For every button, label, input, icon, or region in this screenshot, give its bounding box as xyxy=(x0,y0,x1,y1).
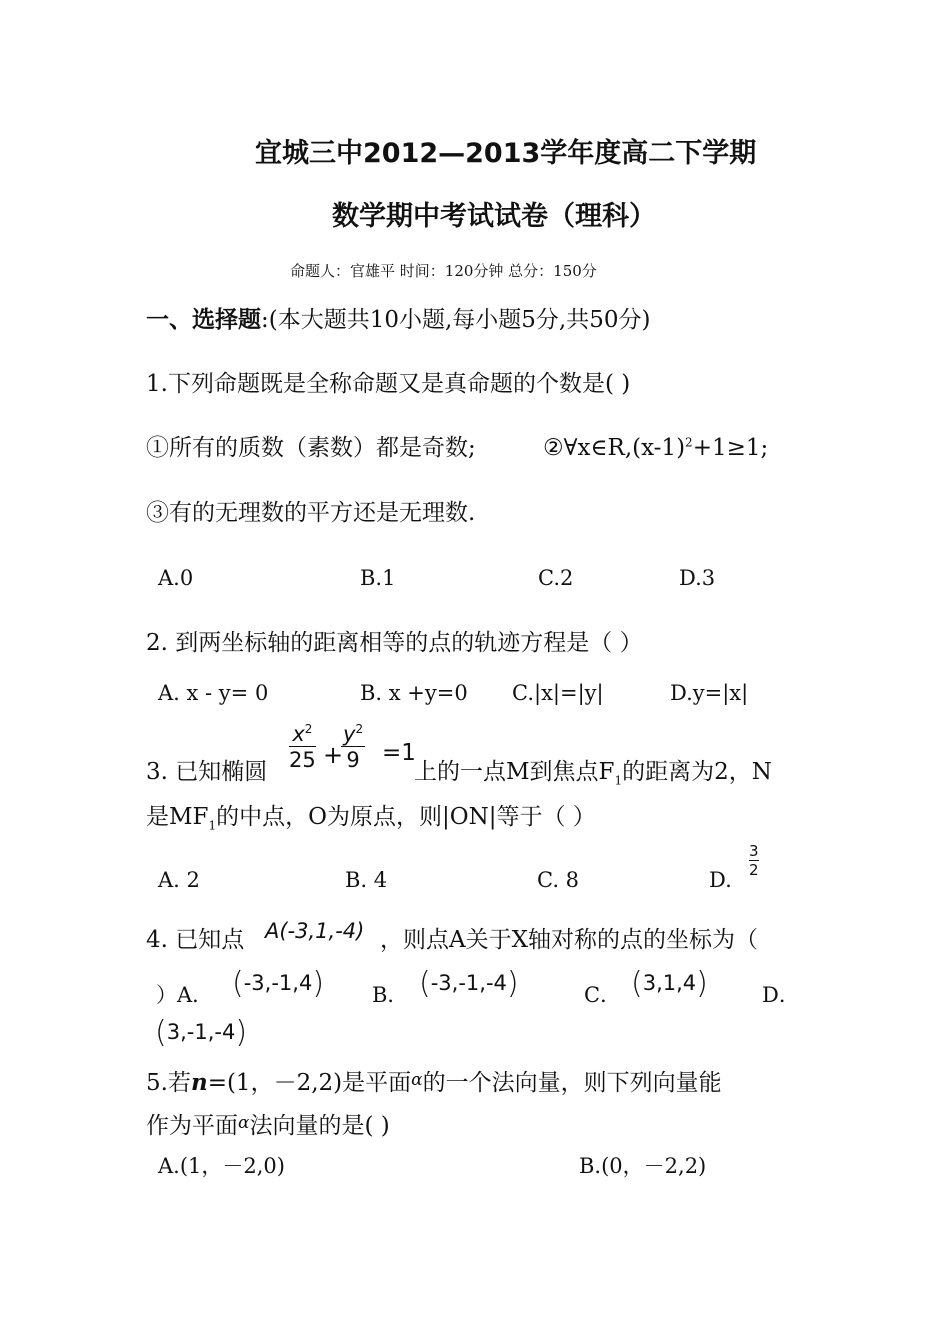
q3-option-a: A. 2 xyxy=(158,868,200,892)
q3-suffix-pre: 上的一点M到焦点F xyxy=(414,759,615,785)
q4-option-b-label: B． xyxy=(372,983,409,1007)
q5-line-1-post: 的一个法向量，则下列向量能 xyxy=(422,1070,722,1096)
q3-suffix-sub: 1 xyxy=(614,773,623,788)
q4-point: A(-3,1,-4) xyxy=(265,919,365,943)
q3-line-2 xyxy=(146,802,596,832)
q1-item-2 xyxy=(543,433,768,463)
q4-option-c-value: 3,1,4 xyxy=(642,971,697,995)
q1-item-1: ①所有的质数（素数）都是奇数; xyxy=(146,435,476,461)
q3-fraction-x xyxy=(289,722,316,773)
q3-suffix xyxy=(414,757,772,787)
q1-stem: 1.下列命题既是全称命题又是真命题的个数是( ) xyxy=(146,371,631,397)
q5-option-a: A.(1，－2,0) xyxy=(158,1154,285,1178)
q5-vector-n: n xyxy=(190,1069,208,1096)
q3-option-d-fraction xyxy=(749,842,759,879)
q4-line-1-pre: 4. 已知点 xyxy=(146,927,245,953)
q1-item-2-exponent: 2 xyxy=(685,435,693,450)
q4-option-a-label: ）A． xyxy=(156,983,214,1007)
exam-meta: 命题人：官雄平 时间：120分钟 总分：150分 xyxy=(290,262,597,280)
q3-line-2-sub: 1 xyxy=(208,818,217,833)
q4-option-d-label: D． xyxy=(762,983,800,1007)
q5-line-2-pre: 作为平面 xyxy=(146,1113,238,1139)
q5-alpha: α xyxy=(411,1070,423,1090)
section-title: 一、选择题 xyxy=(146,306,261,333)
q5-line-2-post: 法向量的是( ) xyxy=(249,1113,390,1139)
q4-option-b: (-3,-1,-4) xyxy=(419,966,519,1001)
q4-option-d-value: 3,-1,-4 xyxy=(166,1020,236,1044)
q1-option-b: B.1 xyxy=(360,566,396,590)
q3-plus: + xyxy=(323,741,344,769)
q3-line-2-post: 的中点，O为原点，则|ON|等于（ ） xyxy=(216,804,596,830)
q5-alpha-2: α xyxy=(238,1113,250,1133)
q3-fraction-x-exp: 2 xyxy=(304,722,313,736)
q2-option-d: D.y=|x| xyxy=(670,681,749,705)
q3-fraction-y-exp: 2 xyxy=(355,722,364,736)
q3-fraction-x-den: 25 xyxy=(289,748,316,772)
q1-item-2-post: +1≥1; xyxy=(692,435,769,461)
q2-option-c: C.|x|=|y| xyxy=(512,681,604,705)
q4-option-c: (3,1,4) xyxy=(631,966,708,1001)
q1-item-2-pre: ②∀x∈R,(x-1) xyxy=(543,435,686,461)
section-heading xyxy=(146,305,650,335)
q2-stem: 2. 到两坐标轴的距离相等的点的轨迹方程是（ ） xyxy=(146,630,643,656)
q3-fraction-y xyxy=(341,722,365,773)
q3-option-d-den: 2 xyxy=(749,861,759,879)
q3-option-c: C. 8 xyxy=(537,868,580,892)
q3-option-d: D. xyxy=(709,868,732,892)
q1-option-d: D.3 xyxy=(679,566,716,590)
q4-option-c-label: C． xyxy=(584,983,622,1007)
q1-item-3: ③有的无理数的平方还是无理数. xyxy=(146,500,476,526)
q3-equals: =1 xyxy=(382,740,416,766)
q4-line-1-post: ，则点A关于X轴对称的点的坐标为（ xyxy=(380,927,758,953)
q5-line-2 xyxy=(146,1108,390,1141)
q5-line-1-mid: =(1，－2,2)是平面 xyxy=(207,1070,412,1096)
q1-option-a: A.0 xyxy=(158,566,194,590)
q4-option-a: (-3,-1,4) xyxy=(232,966,325,1001)
q3-fraction-y-var: y xyxy=(343,722,356,746)
q5-line-1-pre: 5.若 xyxy=(146,1070,191,1096)
q1-option-c: C.2 xyxy=(538,566,574,590)
q3-option-d-num: 3 xyxy=(749,842,759,860)
q4-option-d: (3,-1,-4) xyxy=(155,1015,248,1050)
q5-option-b: B.(0，－2,2) xyxy=(579,1154,707,1178)
q3-fraction-x-var: x xyxy=(292,722,305,746)
q3-line-2-pre: 是MF xyxy=(146,804,209,830)
q3-fraction-y-den: 9 xyxy=(346,748,360,772)
q5-line-1 xyxy=(146,1065,722,1098)
q4-option-b-value: -3,-1,-4 xyxy=(430,971,507,995)
q3-prefix: 3. 已知椭圆 xyxy=(146,759,268,785)
title-line-1: 宜城三中2012—2013学年度高二下学期 xyxy=(255,138,757,169)
title-line-2: 数学期中考试试卷（理科） xyxy=(332,201,656,232)
q2-option-a: A. x - y= 0 xyxy=(158,681,269,705)
q2-option-b: B. x +y=0 xyxy=(360,681,468,705)
q3-option-b: B. 4 xyxy=(345,868,388,892)
q3-suffix-post: 的距离为2，N xyxy=(622,759,772,785)
section-note: :(本大题共10小题,每小题5分,共50分) xyxy=(261,307,651,333)
q4-option-a-value: -3,-1,4 xyxy=(243,971,313,995)
